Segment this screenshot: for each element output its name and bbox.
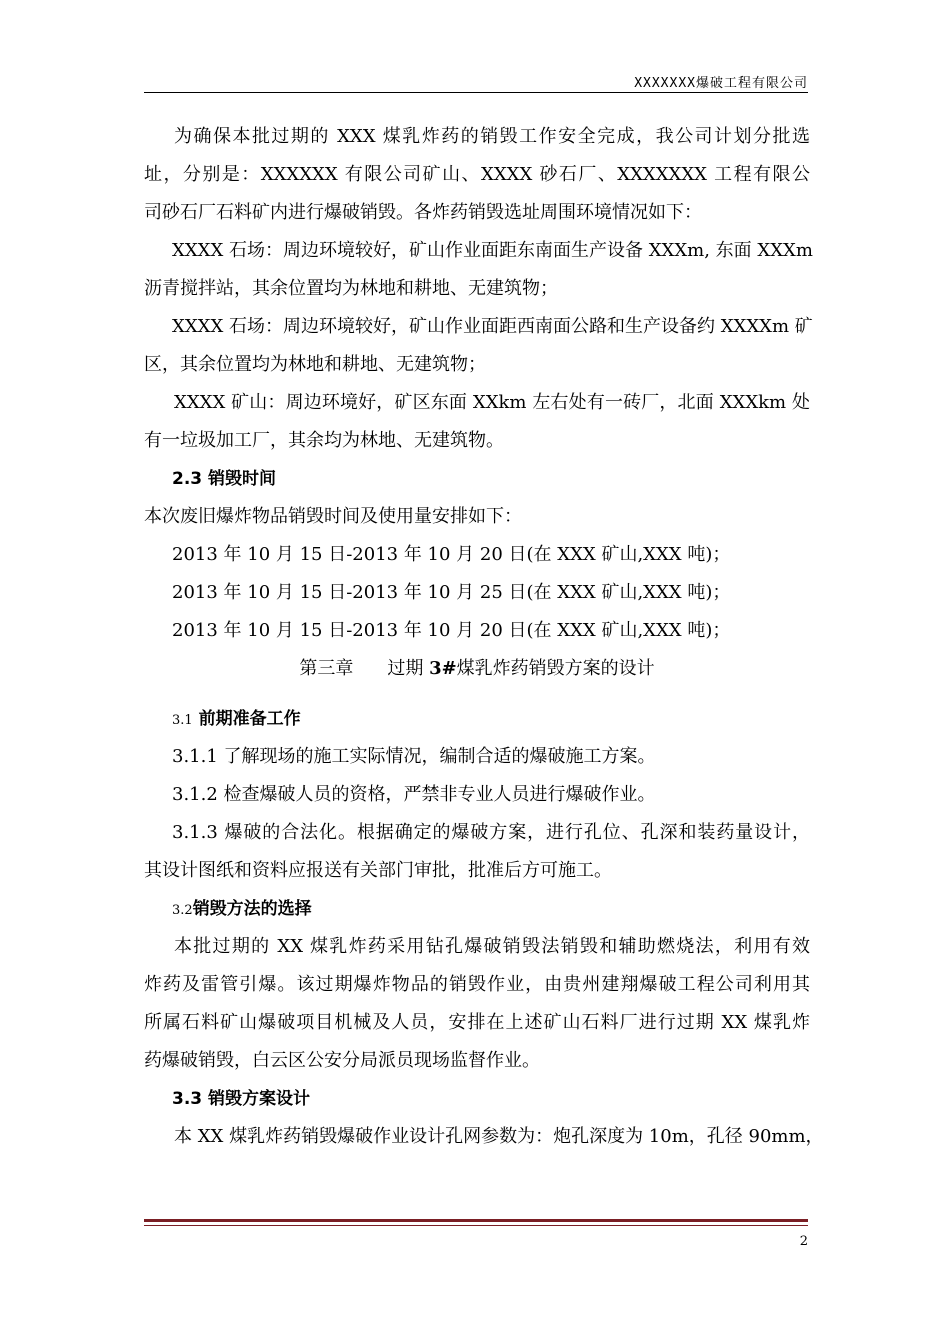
section-title: 前期准备工作 [198,709,301,729]
schedule-item: 2013 年 10 月 15 日-2013 年 10 月 25 日(在 XXX 矿山,XXX 吨)； [172,582,731,603]
chapter-title-bold: 3# [429,658,457,679]
site-line: 区，其余位置均为林地和耕地、无建筑物； [144,354,486,375]
method-line: 炸药及雷管引爆。该过期爆炸物品的销毁作业，由贵州建翔爆破工程公司利用其 [144,974,810,995]
intro-line: 为确保本批过期的 XXX 煤乳炸药的销毁工作安全完成，我公司计划分批选 [174,126,810,147]
prep-item: 其设计图纸和资料应报送有关部门审批，批准后方可施工。 [144,860,612,881]
intro-line: 司砂石厂石料矿内进行爆破销毁。各炸药销毁选址周围环境情况如下： [144,202,702,223]
page-number: 2 [799,1234,808,1249]
site-line: XXXX 石场：周边环境较好，矿山作业面距东南面生产设备 XXXm, 东面 XXXm [172,240,813,261]
schedule-item: 2013 年 10 月 15 日-2013 年 10 月 20 日(在 XXX 矿山,XXX 吨)； [172,544,731,565]
site-line: 有一垃圾加工厂，其余均为林地、无建筑物。 [144,430,504,451]
schedule-intro: 本次废旧爆炸物品销毁时间及使用量安排如下： [144,506,522,527]
section-heading-3-1 [144,700,810,738]
design-line: 本 XX 煤乳炸药销毁爆破作业设计孔网参数为：炮孔深度为 10m，孔径 90mm， [174,1126,824,1147]
prep-item: 3.1.3 爆破的合法化。根据确定的爆破方案，进行孔位、孔深和装药量设计， [172,822,810,843]
section-heading-2-3: 2.3 销毁时间 [172,469,277,489]
prep-item: 3.1.2 检查爆破人员的资格，严禁非专业人员进行爆破作业。 [172,784,656,805]
document-body [144,118,824,1156]
section-heading-3-3: 3.3 销毁方案设计 [172,1089,311,1109]
section-heading-3-2 [144,890,810,928]
section-number: 3.1 [172,713,193,728]
method-line: 所属石料矿山爆破项目机械及人员，安排在上述矿山石料厂进行过期 XX 煤乳炸 [144,1012,810,1033]
site-line: 沥青搅拌站，其余位置均为林地和耕地、无建筑物； [144,278,558,299]
chapter-title-post: 煤乳炸药销毁方案的设计 [456,658,655,679]
section-title: 销毁方法的选择 [192,899,312,919]
site-line: XXXX 石场：周边环境较好，矿山作业面距西南面公路和生产设备约 XXXXm 矿 [172,316,813,337]
chapter-title-pre: 过期 [387,658,430,679]
header-rule [144,92,808,93]
method-line: 本批过期的 XX 煤乳炸药采用钻孔爆破销毁法销毁和辅助燃烧法，利用有效 [174,936,810,957]
footer-rule-thin [144,1225,808,1226]
schedule-item: 2013 年 10 月 15 日-2013 年 10 月 20 日(在 XXX 矿山,XXX 吨)； [172,620,731,641]
prep-item: 3.1.1 了解现场的施工实际情况，编制合适的爆破施工方案。 [172,746,656,767]
page-header: XXXXXXX爆破工程有限公司 [634,76,808,91]
chapter-label: 第三章 [299,658,354,679]
chapter-title [144,650,810,688]
site-line: XXXX 矿山：周边环境好，矿区东面 XXkm 左右处有一砖厂，北面 XXXkm 处 [174,392,810,413]
method-line: 药爆破销毁，白云区公安分局派员现场监督作业。 [144,1050,540,1071]
section-number: 3.2 [172,903,193,918]
intro-line: 址，分别是：XXXXXX 有限公司矿山、XXXX 砂石厂、XXXXXXX 工程有限公 [144,164,810,185]
footer-rule-thick [144,1219,808,1222]
